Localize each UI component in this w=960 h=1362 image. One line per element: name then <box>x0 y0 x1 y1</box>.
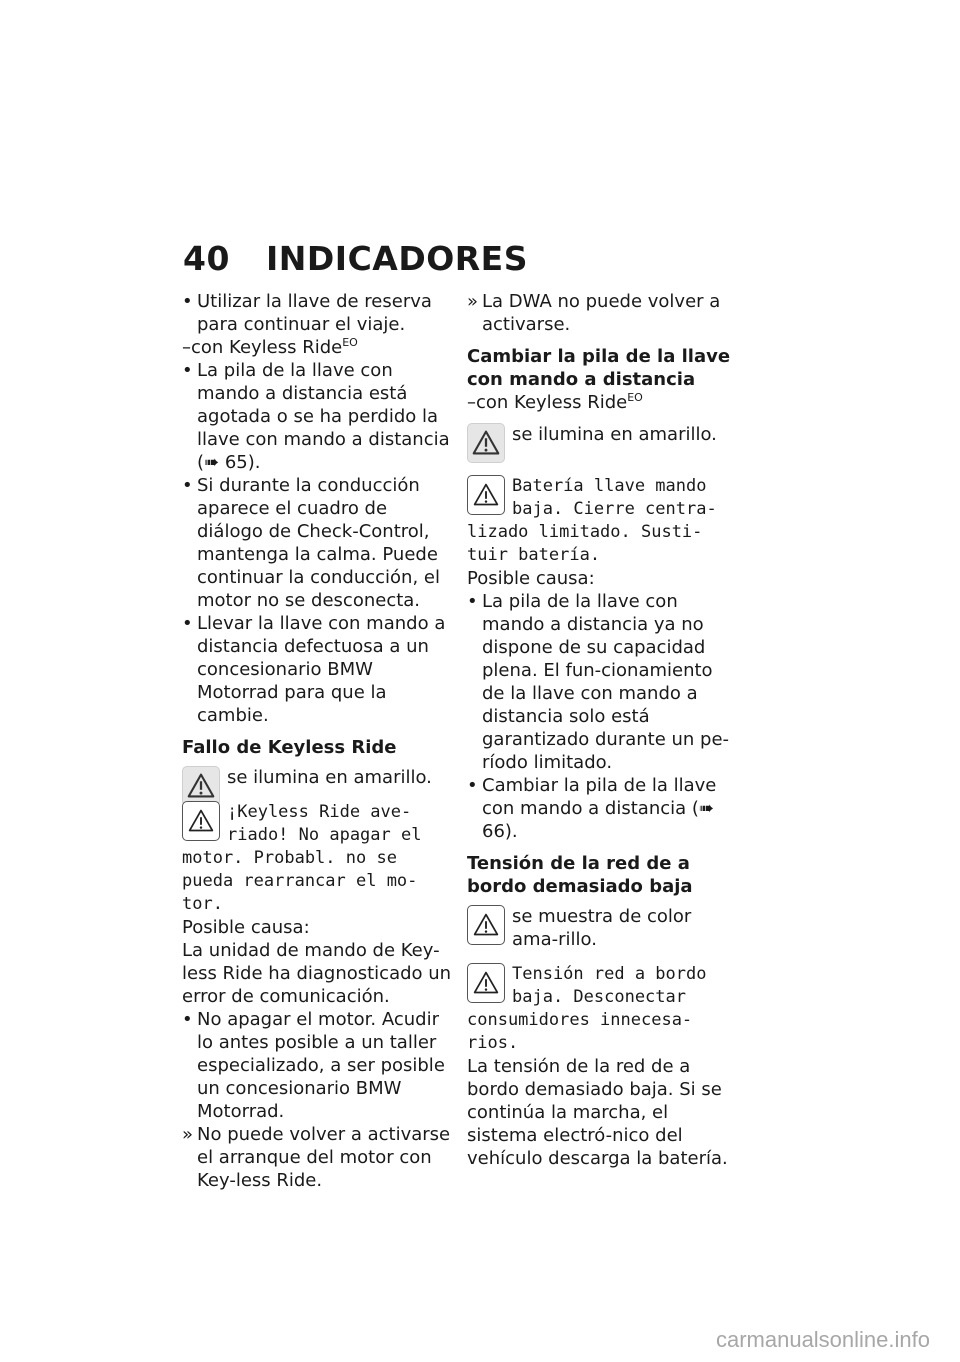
bullet-marker: • <box>182 1009 193 1030</box>
right-column <box>467 290 737 1170</box>
warning-triangle-icon <box>467 475 505 515</box>
result-marker: » <box>467 291 479 312</box>
check-control-message: ¡Keyless Ride ave-riado! No apagar el motor. Probabl. no se pueda rearrancar el mo-tor. <box>182 802 422 914</box>
page-header <box>183 238 528 280</box>
page-reference[interactable]: 65). <box>224 452 261 473</box>
result-item: » No puede volver a activarse el arranque del motor con Key-less Ride. <box>182 1124 451 1191</box>
left-column <box>182 290 452 1192</box>
bullet-marker: • <box>182 360 193 381</box>
warning-lamp-row: se ilumina en amarillo. <box>467 423 737 463</box>
bullet-item: • Utilizar la llave de reserva para continuar el viaje. <box>182 291 432 335</box>
bullet-item: • Llevar la llave con mando a distancia defectuosa a un concesionario BMW Motorrad para que la cambie. <box>182 613 446 726</box>
warning-lamp-row: se ilumina en amarillo. <box>182 766 452 789</box>
page-reference-arrow-icon: ➠ <box>698 798 714 819</box>
equipment-code: EO <box>627 391 643 404</box>
page-reference-arrow-icon: ➠ <box>204 452 220 473</box>
condition-line: –con Keyless Ride$^{EO}$ <box>467 391 643 413</box>
section-heading: Fallo de Keyless Ride <box>182 737 397 758</box>
warning-triangle-icon <box>182 801 220 841</box>
section-heading: Tensión de la red de a bordo demasiado baja <box>467 853 693 897</box>
warning-lamp-row: se muestra de color ama-rillo. <box>467 905 737 951</box>
section-heading: Cambiar la pila de la llave con mando a distancia <box>467 346 731 390</box>
bullet-item: • Cambiar la pila de la llave con mando a distancia (➠ 66). <box>467 775 717 842</box>
result-item: » La DWA no puede volver a activarse. <box>467 291 721 335</box>
warning-lamp-icon <box>182 766 220 806</box>
page-number: 40 <box>183 239 230 278</box>
equipment-code: EO <box>342 336 358 349</box>
bullet-item: • No apagar el motor. Acudir lo antes posible a un taller especializado, a ser posible un concesionario BMW Motorrad. <box>182 1009 445 1122</box>
result-marker: » <box>182 1124 194 1145</box>
warning-lamp-icon <box>467 423 505 463</box>
warning-triangle-icon <box>467 963 505 1003</box>
watermark: carmanualsonline.info <box>715 1327 930 1352</box>
paragraph: La unidad de mando de Key-less Ride ha diagnosticado un error de comunicación. <box>182 940 452 1007</box>
page-title: INDICADORES <box>266 239 528 278</box>
condition-line: –con Keyless Ride$^{EO}$ <box>182 336 358 358</box>
bullet-marker: • <box>182 613 193 634</box>
paragraph: La tensión de la red de a bordo demasiado baja. Si se continúa la marcha, el sistema electró-nico del vehículo descarga la batería. <box>467 1056 728 1169</box>
check-control-message: Batería llave mando baja. Cierre centra- lizado limitado. Susti-tuir batería. <box>467 476 717 565</box>
warning-lamp-icon <box>467 905 505 945</box>
bullet-item: • La pila de la llave con mando a distancia está agotada o se ha perdido la llave con mando a distancia (➠ 65). <box>182 360 450 473</box>
bullet-item: • Si durante la conducción aparece el cuadro de diálogo de Check-Control, mantenga la calma. Puede continuar la conducción, el motor no se desconecta. <box>182 475 440 611</box>
check-control-message: Tensión red a bordo baja. Desconectar consumidores innecesa-rios. <box>467 964 707 1053</box>
cause-label: Posible causa: <box>182 917 310 938</box>
bullet-item: • La pila de la llave con mando a distancia ya no dispone de su capacidad plena. El fun-cionamiento de la llave con mando a distancia solo está garantizado durante un pe-ríodo limitado. <box>467 591 730 773</box>
page-reference[interactable]: 66). <box>482 821 518 842</box>
bullet-marker: • <box>467 775 478 796</box>
bullet-marker: • <box>182 291 193 312</box>
bullet-marker: • <box>182 475 193 496</box>
bullet-marker: • <box>467 591 478 612</box>
cause-label: Posible causa: <box>467 568 595 589</box>
